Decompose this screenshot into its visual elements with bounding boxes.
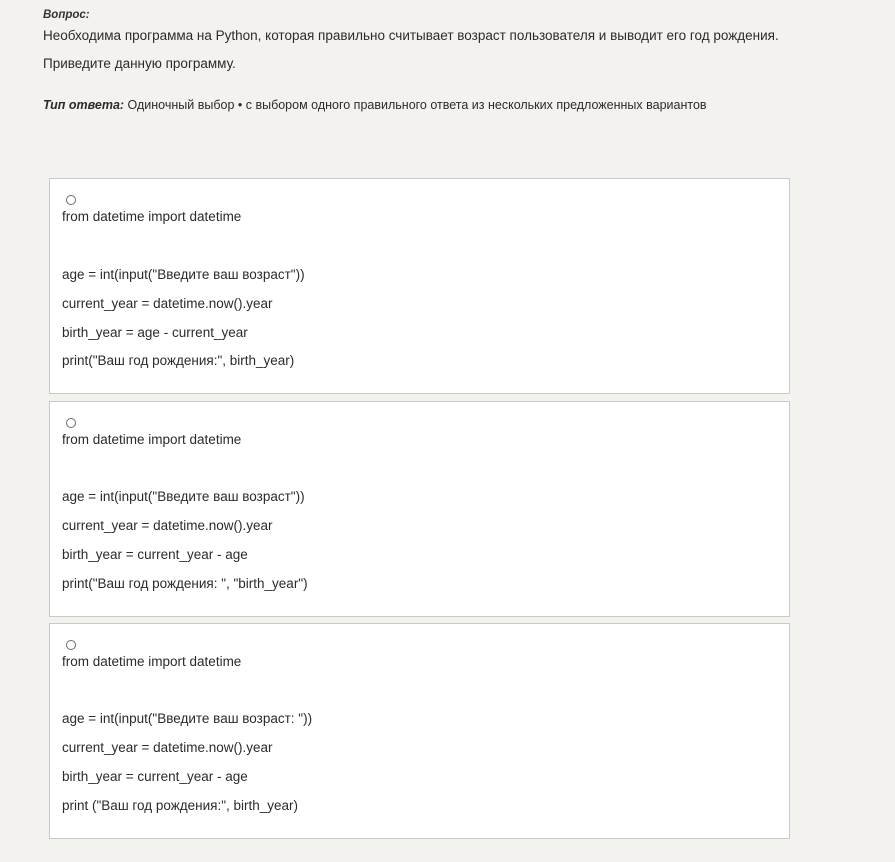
answer-option-2[interactable] xyxy=(49,401,790,617)
code-line: current_year = datetime.now().year xyxy=(62,740,273,755)
answer-option-3[interactable] xyxy=(49,623,790,839)
answer-type-label: Тип ответа: xyxy=(43,98,125,112)
code-line: current_year = datetime.now().year xyxy=(62,518,273,533)
code-line: current_year = datetime.now().year xyxy=(62,296,273,311)
answer-option-1[interactable] xyxy=(49,178,790,394)
question-subtext: Приведите данную программу. xyxy=(43,56,236,71)
code-line: age = int(input("Введите ваш возраст: ")) xyxy=(62,711,313,726)
answer-type xyxy=(43,98,863,112)
code-line: from datetime import datetime xyxy=(62,209,242,224)
code-line: from datetime import datetime xyxy=(62,432,242,447)
code-line: print("Ваш год рождения:", birth_year) xyxy=(62,353,295,368)
code-line: age = int(input("Введите ваш возраст")) xyxy=(62,267,305,282)
radio-button-option-3[interactable] xyxy=(66,640,76,650)
question-header xyxy=(43,8,863,112)
radio-button-option-1[interactable] xyxy=(66,195,76,205)
radio-button-option-2[interactable] xyxy=(66,418,76,428)
code-line: print ("Ваш год рождения:", birth_year) xyxy=(62,798,299,813)
question-text: Необходима программа на Python, которая правильно считывает возраст пользователя и выводит его год рождения. xyxy=(43,28,779,43)
code-line: age = int(input("Введите ваш возраст")) xyxy=(62,489,305,504)
code-line: birth_year = age - current_year xyxy=(62,325,248,340)
code-line: birth_year = current_year - age xyxy=(62,769,248,784)
question-label: Вопрос: xyxy=(43,9,90,21)
code-line: print("Ваш год рождения: ", "birth_year") xyxy=(62,576,308,591)
code-line: birth_year = current_year - age xyxy=(62,547,248,562)
code-line: from datetime import datetime xyxy=(62,654,242,669)
answer-type-value: Одиночный выбор • с выбором одного правильного ответа из нескольких предложенных вариантов xyxy=(124,98,707,112)
